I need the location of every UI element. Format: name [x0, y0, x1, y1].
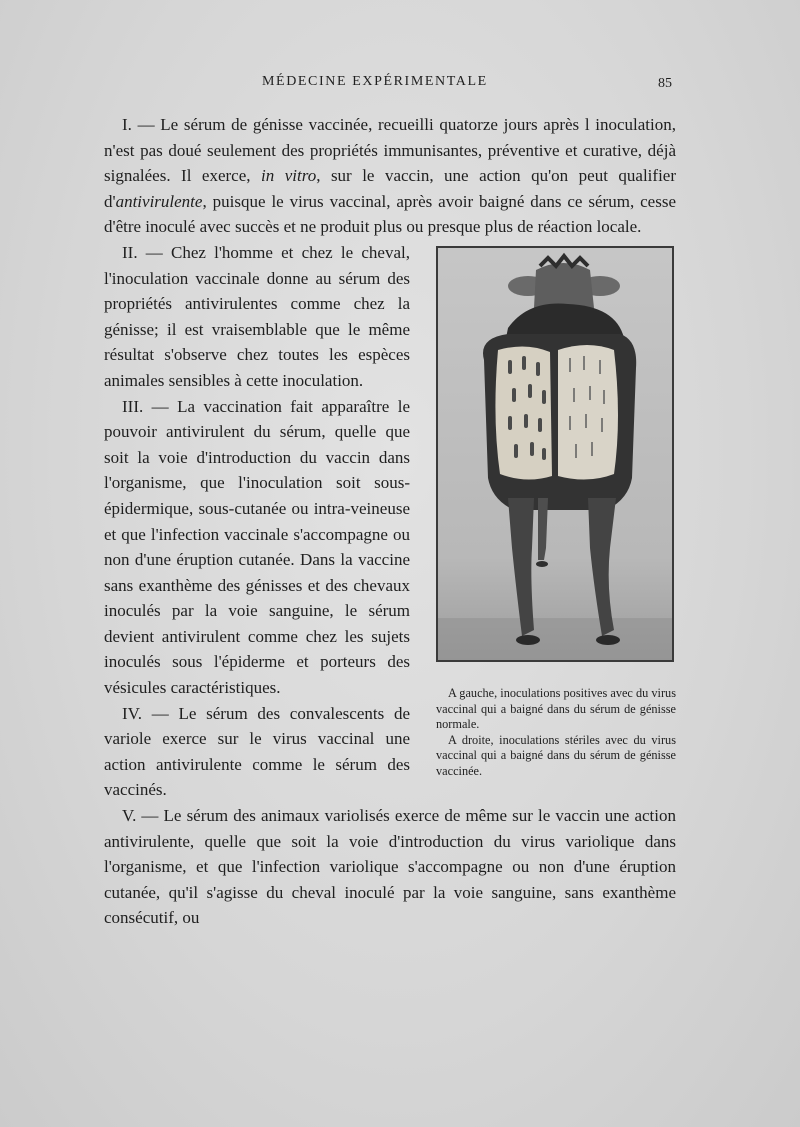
- paragraph-2: II. — Chez l'homme et chez le cheval, l'inoculation vaccinale donne au sérum des propriétés antivirulentes comme chez la génisse; il est vraisemblable que le même résultat s'observe chez toutes les espèces animales sensibles à cette inoculation.: [104, 242, 410, 390]
- figure-plate: [436, 246, 674, 662]
- heifer-illustration: [438, 248, 672, 660]
- paragraph-3: III. — La vaccination fait apparaître le pouvoir antivirulent du sérum, quelle que soit la voie d'introduction du vaccin dans l'organisme, que l'inoculation soit sous-épidermique, sous-cutanée ou intra-veineuse et que l'infection vaccinale s'accompagne ou non d'une éruption cutanée. Dans la vaccine sans exanthème des génisses et des chevaux inoculés par la voie sanguine, le sérum devient antivirulent comme chez les sujets inoculés sous l'épiderme et porteurs des vésicules caractéristiques.: [104, 396, 410, 698]
- paragraph-5: V. — Le sérum des animaux variolisés exerce de même sur le vaccin une action antivirulente, quelle que soit la voie d'introduction du virus variolique dans l'organisme, et que l'infection variolique s'accompagne ou non d'une éruption cutanée, qu'il s'agisse du cheval inoculé par la voie sanguine, sans exanthème consécutif, ou: [104, 806, 676, 928]
- caption-left: A gauche, inoculations positives avec du virus vaccinal qui a baigné dans du sérum de génisse normale.: [436, 685, 676, 732]
- caption-right: A droite, inoculations stériles avec du virus vaccinal qui a baigné dans du sérum de génisse vaccinée.: [436, 732, 676, 778]
- italic-in-vitro: in vitro: [261, 166, 317, 186]
- paragraph-4: IV. — Le sérum des convalescents de variole exerce sur le virus vaccinal une action antivirulente comme le sérum des vaccinés.: [104, 703, 410, 800]
- body-text: [104, 112, 676, 931]
- figure: [436, 246, 676, 780]
- running-head: [0, 74, 800, 98]
- figure-caption: [436, 686, 676, 780]
- paragraph-1: I. — Le sérum de génisse vaccinée, recueilli quatorze jours après l inoculation, n'est pas doué seulement des propriétés immunisantes, préventive et curative, déjà signalées. Il exerce, in vitro, sur le vaccin, une action qu'on peut qualifier d'antivirulente, puisque le virus vaccinal, après avoir baigné dans ce sérum, cesse d'être inoculé avec succès et ne produit plus ou presque plus de réaction locale.: [104, 115, 677, 237]
- italic-antivirulente: antivirulente: [115, 191, 203, 211]
- page-number: 85: [658, 76, 672, 91]
- running-head-title: MÉDECINE EXPÉRIMENTALE: [262, 74, 488, 89]
